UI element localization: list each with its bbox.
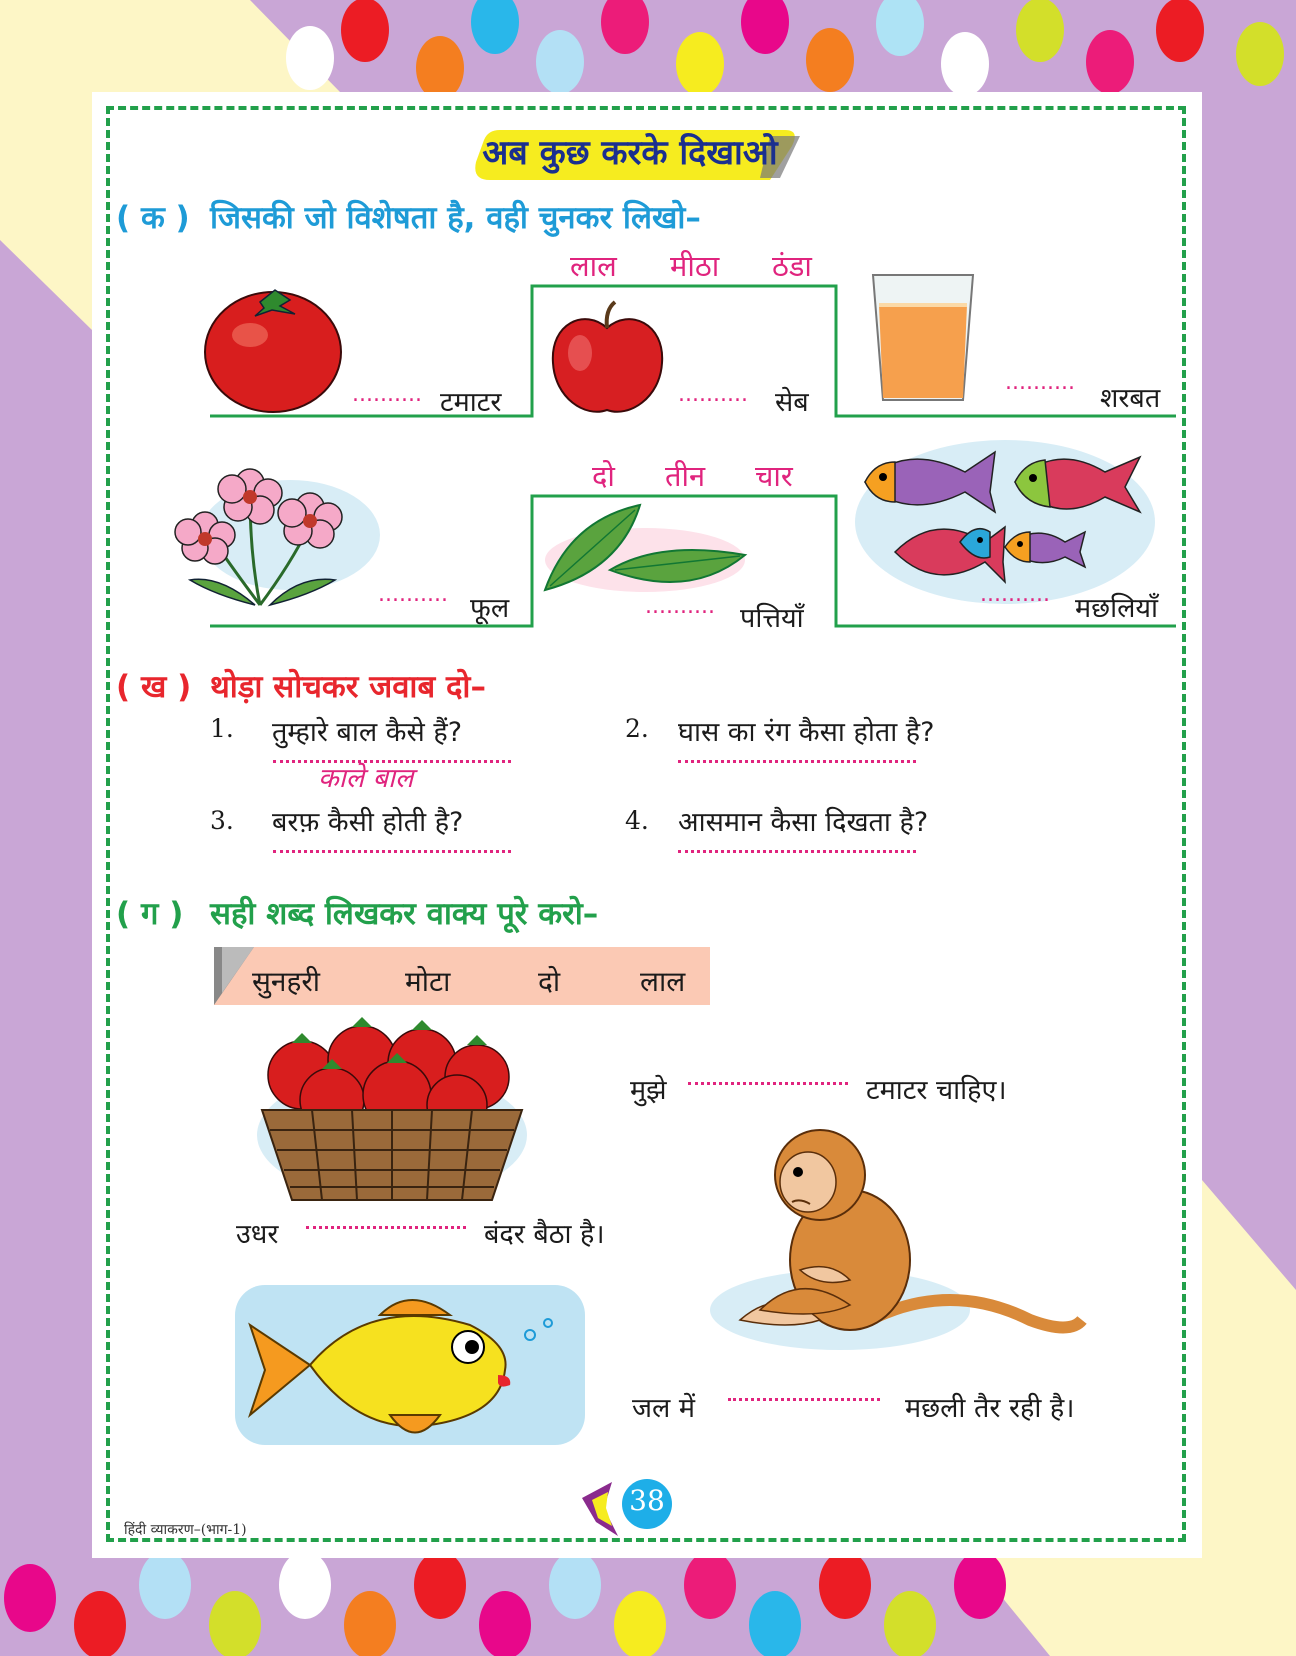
item-leaves: पत्तियाँ [740, 603, 804, 634]
item-apple: सेब [775, 387, 809, 418]
option-sweet: मीठा [670, 249, 720, 283]
option-cold: ठंडा [772, 249, 812, 283]
option-red: लाल [570, 249, 617, 283]
page-number: 38 [629, 1484, 665, 1517]
section-g-title: सही शब्द लिखकर वाक्य पूरे करो– [210, 896, 599, 932]
question-3-text: बरफ़ कैसी होती है? [272, 807, 464, 838]
apple-blank: .......... [678, 382, 748, 407]
question-3-number: 3. [210, 806, 234, 835]
section-k-title: जिसकी जो विशेषता है, वही चुनकर लिखो– [210, 200, 701, 236]
fishes-image [855, 432, 1155, 607]
tomato-basket-image [252, 1015, 532, 1205]
apple-image [545, 298, 670, 423]
sentence-3-blank[interactable] [728, 1398, 880, 1401]
fishes-blank: .......... [980, 582, 1050, 607]
option-three: तीन [665, 459, 706, 493]
sentence-1-after: टमाटर चाहिए। [866, 1075, 1007, 1106]
answer-line-4[interactable] [678, 850, 916, 853]
tomato-blank: .......... [352, 382, 422, 407]
item-fishes: मछलियाँ [1075, 593, 1159, 624]
question-2-text: घास का रंग कैसा होता है? [678, 717, 935, 748]
sharbat-glass-image [868, 270, 978, 405]
leaves-image [540, 500, 750, 600]
item-sharbat: शरबत [1100, 383, 1161, 414]
top-dots [286, 0, 1284, 100]
golden-fish-image [230, 1275, 590, 1460]
section-kh-title: थोड़ा सोचकर जवाब दो– [210, 669, 486, 705]
answer-1-text: काले बाल [318, 763, 414, 794]
flowers-image [160, 455, 380, 615]
question-2-number: 2. [625, 714, 649, 743]
sharbat-blank: .......... [1005, 370, 1075, 395]
question-4-number: 4. [625, 806, 649, 835]
answer-line-3[interactable] [273, 850, 511, 853]
sentence-1-blank[interactable] [688, 1082, 848, 1085]
option-four: चार [755, 459, 793, 493]
sentence-2-before: उधर [236, 1219, 279, 1250]
section-k-label: ( क ) [116, 200, 190, 236]
question-1-number: 1. [210, 714, 234, 743]
answer-line-2[interactable] [678, 760, 916, 763]
question-4-text: आसमान कैसा दिखता है? [678, 807, 929, 838]
option-two: दो [592, 459, 615, 493]
sentence-2-after: बंदर बैठा है। [484, 1219, 605, 1250]
word-fat: मोटा [405, 965, 451, 998]
sentence-2-blank[interactable] [306, 1226, 466, 1229]
word-two: दो [538, 965, 561, 998]
flower-blank: .......... [378, 582, 448, 607]
monkey-image [700, 1120, 1100, 1360]
word-golden: सुनहरी [252, 965, 321, 998]
word-red: लाल [640, 965, 686, 998]
section-g-label: ( ग ) [116, 896, 184, 932]
item-flower: फूल [470, 593, 510, 624]
bottom-dots [4, 1551, 1006, 1656]
sentence-3-after: मछली तैर रही है। [905, 1393, 1075, 1424]
leaves-blank: .......... [645, 594, 715, 619]
banner-title: अब कुछ करके दिखाओ [482, 133, 778, 173]
question-1-text: तुम्हारे बाल कैसे हैं? [272, 717, 463, 748]
tomato-image [200, 280, 350, 415]
sentence-1-before: मुझे [630, 1075, 667, 1106]
book-title-footer: हिंदी व्याकरण–(भाग-1) [124, 1522, 247, 1538]
item-tomato: टमाटर [440, 387, 502, 418]
section-kh-label: ( ख ) [116, 669, 192, 705]
sentence-3-before: जल में [632, 1393, 696, 1424]
